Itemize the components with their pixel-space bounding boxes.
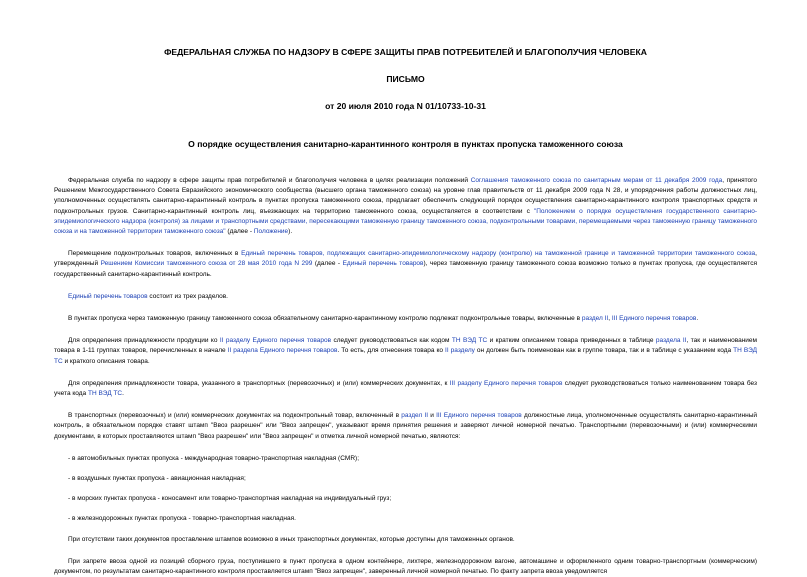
text: ).	[288, 228, 293, 236]
list-item: - в морских пунктах пропуска - коносамент или товарно-транспортная накладная на индивидуальный груз;	[68, 495, 392, 503]
paragraph-8: При отсутствии таких документов проставление штампов возможно в иных транспортных документах, которые доступны для таможенных органов.	[68, 535, 515, 543]
paragraph-2	[54, 249, 757, 280]
link-section-3[interactable]: III Единого перечня товаров	[611, 315, 697, 323]
link-tn-ved[interactable]: ТН ВЭД ТС	[451, 337, 488, 345]
link-tn-ved[interactable]: ТН ВЭД ТС	[87, 390, 123, 398]
text: В транспортных (перевозочных) и (или) коммерческих документах на подконтрольный товар, включенный в	[68, 412, 402, 420]
link-tn-ved[interactable]: ТН ВЭД ТС	[54, 347, 758, 365]
link-unified-list-short[interactable]: Единый перечень товаров	[342, 260, 424, 268]
text: состоит из трех разделов.	[147, 292, 228, 300]
text: .	[696, 315, 699, 323]
link-polozhenie[interactable]: Положение	[253, 228, 289, 236]
link-unified-list[interactable]: Единый перечень товаров, подлежащих санитарно-эпидемиологическому надзору (контролю) на таможенной границе и таможенной территории таможенного союза	[241, 250, 756, 258]
agency-name: ФЕДЕРАЛЬНАЯ СЛУЖБА ПО НАДЗОРУ В СФЕРЕ ЗАЩИТЫ ПРАВ ПОТРЕБИТЕЛЕЙ И БЛАГОПОЛУЧИЯ ЧЕЛОВЕКА	[164, 47, 647, 57]
text: (далее -	[225, 228, 254, 236]
link-section-2[interactable]: раздел II	[401, 412, 429, 420]
link-commission-decision[interactable]: Решением Комиссии таможенного союза от 28 мая 2010 года N 299	[100, 260, 313, 268]
text: и кратким описанием товара приведенных в таблице	[487, 337, 656, 345]
text: Для определения принадлежности продукции ко	[68, 337, 220, 345]
document-date-number: от 20 июля 2010 года N 01/10733-10-31	[325, 101, 486, 111]
link-section-3[interactable]: III разделу Единого перечня товаров	[449, 379, 563, 387]
text: (далее -	[312, 260, 343, 268]
text: , так и наименованием товара в 1-11 группах товаров, перечисленных в начале	[54, 337, 758, 355]
text: . То есть, для отнесения товара ко	[337, 347, 446, 355]
text: и краткого описания товара.	[62, 357, 150, 365]
link-section-2[interactable]: раздела II	[655, 337, 687, 345]
paragraph-1	[54, 176, 757, 237]
document-body	[54, 176, 757, 577]
list-item: - в железнодорожных пунктах пропуска - товарно-транспортная накладная.	[68, 515, 296, 523]
text: Перемещение подконтрольных товаров, включенных в	[68, 250, 242, 258]
paragraph-6	[54, 379, 757, 399]
link-section-2[interactable]: раздел II	[581, 315, 609, 323]
text: , принятого Решением Межгосударственного Совета Евразийского экономического сообщества (высшего органа таможенного союза) на уровне глав правительств от 11 декабря 2009 года N 28, и упорядочения работы должностных лиц, уполномоченных осуществлять санитарно-карантинный контроль в пунктах пропуска таможенного союза, предлагает обеспечить следующий порядок осуществления санитарно-карантинного контроля транспортных средств и подконтрольных грузов. Санитарно-карантинный контроль лиц, въезжающих на территорию таможенного союза, осуществляется в соответствии с	[54, 177, 757, 215]
link-agreement[interactable]: Соглашения таможенного союза по санитарным мерам от 11 декабря 2009 года	[470, 177, 723, 184]
document-subject: О порядке осуществления санитарно-карантинного контроля в пунктах пропуска таможенного союза	[188, 139, 623, 149]
text: Для определения принадлежности товара, указанного в транспортных (перевозочных) и (или) коммерческих документах, к	[68, 379, 450, 387]
link-section-3[interactable]: III Единого перечня товаров	[436, 412, 522, 420]
text: В пунктах пропуска через таможенную границу таможенного союза обязательному санитарно-карантинному контролю подлежат подконтрольные товары, включенные в	[68, 315, 582, 323]
text: и	[428, 412, 437, 420]
text: , утвержденный	[54, 250, 757, 268]
text: .	[122, 390, 124, 398]
paragraph-7	[54, 411, 757, 442]
text: следует руководствоваться как кодом	[331, 337, 452, 345]
text: следует руководствоваться только наименованием товара без учета кода	[54, 379, 758, 398]
link-section-2[interactable]: II раздела Единого перечня товаров	[227, 347, 338, 355]
link-section-2[interactable]: II разделу	[445, 347, 475, 355]
text: ,	[608, 315, 612, 323]
paragraph-5	[54, 336, 757, 367]
document-type: ПИСЬМО	[386, 74, 425, 84]
link-section-2[interactable]: II разделу Единого перечня товаров	[219, 337, 332, 345]
paragraph-9: При запрете ввоза одной из позиций сборного груза, поступившего в пункт пропуска в одном контейнере, лихтере, железнодорожном вагоне, автомашине и оформленного одним товарно-транспортным (коммерческим) документом, по результатам санитарно-карантинного контроля проставляется штамп "Ввоз запрещен", заверенный личной номерной печатью. По факту запрета ввоза уведомляется	[54, 557, 757, 576]
list-item: - в воздушных пунктах пропуска - авиационная накладная;	[68, 475, 246, 483]
link-regulation[interactable]: "Положением о порядке осуществления государственного санитарно-эпидемиологического надзора (контроля) за лицами и транспортными средствами, пересекающими таможенную границу таможенного союза, подконтрольными товарами, перемещаемыми через таможенную границу таможенного союза и на таможенной территории таможенного союза"	[54, 207, 757, 236]
paragraph-3	[54, 292, 757, 302]
text: должностные лица, уполномоченные осуществлять санитарно-карантинный контроль, в обязательном порядке ставят штамп "Ввоз разрешен" или "Ввоз запрещен", указывают время принятия решения и заверяют личной номерной печатью. Транспортными (перевозочными) и (или) коммерческими документами, в которых проставляются штамп "Ввоз разрешен" или "Ввоз запрещен" и отметка личной номерной печатью, являются:	[54, 412, 757, 440]
link-unified-list-short[interactable]: Единый перечень товаров	[68, 292, 148, 300]
list-item: - в автомобильных пунктах пропуска - международная товарно-транспортная накладная (CMR);	[68, 454, 359, 462]
paragraph-4	[54, 314, 757, 324]
text: он должен быть поименован как в группе товара, так и в таблице с указанием кода	[474, 347, 734, 355]
text: Федеральная служба по надзору в сфере защиты прав потребителей и благополучия человека в целях реализации положений	[68, 177, 471, 184]
text: ), через таможенную границу таможенного союза возможно только в пунктах пропуска, где осуществляется государственный санитарно-карантинный контроль.	[54, 260, 757, 278]
